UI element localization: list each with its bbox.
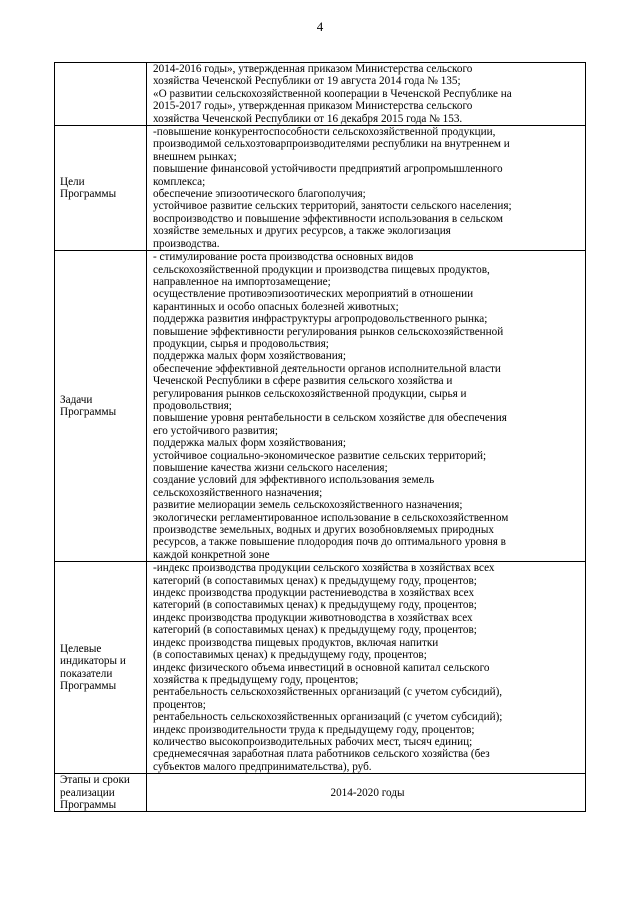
stages-value: 2014-2020 годы [147, 774, 586, 812]
text-line: хозяйства Чеченской Республики от 19 августа 2014 года № 135; [153, 75, 461, 88]
row-stages [55, 774, 586, 812]
text-line: устойчивое развитие сельских территорий, занятости сельского населения; [153, 200, 512, 213]
text-line: Чеченской Республики в сфере развития сельского хозяйства и [153, 375, 453, 388]
text-line: его устойчивого развития; [153, 424, 279, 437]
text-line: 2014-2016 годы», утвержденная приказом Министерства сельского [153, 63, 473, 75]
program-passport-table [54, 62, 586, 812]
text-line: продукции, сырья и продовольствия; [153, 337, 329, 350]
text-line: рентабельность сельскохозяйственных организаций (с учетом субсидий); [153, 711, 503, 724]
text-line: 2015-2017 годы», утвержденная приказом Министерства сельского [153, 100, 473, 113]
text-line: количество высокопроизводительных рабочих мест, тысяч единиц; [153, 735, 473, 748]
text-line: индекс физического объема инвестиций в основной капитал сельского [153, 661, 490, 674]
text-line: рентабельность сельскохозяйственных организаций (с учетом субсидий), [153, 686, 503, 699]
text-line: ресурсов, а также повышение плодородия почв до оптимального уровня в [153, 536, 506, 549]
text-line: индекс производства продукции растениеводства в хозяйствах всех [153, 587, 475, 600]
text-line: (в сопоставимых ценах) к предыдущему году, процентов; [153, 649, 427, 662]
text-line: создание условий для эффективного использования земель [153, 474, 435, 487]
text-line: сельскохозяйственной продукции и производства пищевых продуктов, [153, 263, 490, 276]
text-line: воспроизводство и повышение эффективности использования в сельском [153, 212, 503, 225]
text-line: регулирования рынков сельскохозяйственной продукции, сырья и [153, 387, 467, 400]
text-line: категорий (в сопоставимых ценах) к предыдущему году, процентов; [153, 599, 477, 612]
page-number: 4 [316, 19, 324, 34]
text-line: -повышение конкурентоспособности сельскохозяйственной продукции, [153, 126, 496, 139]
text-line: индекс производительности труда к предыдущему году, процентов; [153, 723, 475, 736]
text-line: повышение уровня рентабельности в сельском хозяйстве для обеспечения [153, 412, 507, 425]
row-tasks [55, 251, 586, 562]
text-line: хозяйстве земельных и других ресурсов, а также экологизация [153, 225, 451, 238]
text-line: каждой конкретной зоне [153, 548, 270, 561]
text-line: поддержка малых форм хозяйствования; [153, 437, 346, 450]
row-indicators [55, 562, 586, 774]
text-line: процентов; [153, 698, 206, 711]
text-line: индекс производства продукции животноводства в хозяйствах всех [153, 611, 473, 624]
text-line: производимой сельхозтоварпроизводителями республики на внутреннем и [153, 138, 510, 151]
text-line: среднемесячная заработная плата работников сельского хозяйства (без [153, 748, 490, 761]
row-basis [55, 63, 586, 126]
basis-label [55, 63, 147, 126]
text-line: - стимулирование роста производства основных видов [153, 251, 414, 264]
text-line: комплекса; [153, 175, 206, 188]
text-line: обеспечение эпизоотического благополучия; [153, 188, 366, 201]
text-line: карантинных и особо опасных болезней животных; [153, 300, 399, 313]
text-line: экологически регламентированное использование в сельскохозяйственном [153, 511, 509, 524]
text-line: индекс производства пищевых продуктов, включая напитки [153, 636, 439, 649]
text-line: производства. [153, 237, 220, 250]
text-line: сельскохозяйственного назначения; [153, 486, 323, 499]
text-line: поддержка малых форм хозяйствования; [153, 350, 346, 363]
text-line: хозяйства Чеченской Республики от 16 декабря 2015 года № 153. [153, 112, 463, 125]
text-line: хозяйства к предыдущему году, процентов; [153, 673, 359, 686]
basis-content [147, 63, 586, 126]
text-line: поддержка развития инфраструктуры агропродовольственного рынка; [153, 313, 488, 326]
text-line: повышение качества жизни сельского населения; [153, 462, 388, 474]
tasks-content [147, 251, 586, 562]
goals-label: Цели Программы [55, 126, 147, 251]
text-line: категорий (в сопоставимых ценах) к предыдущему году, процентов; [153, 574, 477, 587]
goals-content [147, 126, 586, 251]
tasks-label: Задачи Программы [55, 251, 147, 562]
text-line: продовольствия; [153, 399, 232, 412]
text-line: «О развитии сельскохозяйственной кооперации в Чеченской Республике на [153, 87, 512, 100]
text-line: обеспечение эффективной деятельности органов исполнительной власти [153, 362, 501, 375]
text-line: осуществление противоэпизоотических мероприятий в отношении [153, 288, 474, 301]
text-line: субъектов малого предпринимательства), руб. [153, 760, 372, 773]
stages-label: Этапы и сроки реализации Программы [55, 774, 147, 812]
text-line: внешнем рынках; [153, 150, 237, 163]
text-line: производстве земельных, водных и других возобновляемых природных [153, 524, 494, 537]
text-line: направленное на импортозамещение; [153, 275, 331, 288]
text-line: развитие мелиорации земель сельскохозяйственного назначения; [153, 499, 463, 512]
text-line: -индекс производства продукции сельского хозяйства в хозяйствах всех [153, 562, 495, 575]
text-line: повышение финансовой устойчивости предприятий агропромышленного [153, 163, 503, 176]
row-goals [55, 126, 586, 251]
indicators-content [147, 562, 586, 774]
text-line: категорий (в сопоставимых ценах) к предыдущему году, процентов; [153, 624, 477, 637]
text-line: повышение эффективности регулирования рынков сельскохозяйственной [153, 325, 504, 338]
indicators-label: Целевые индикаторы и показатели Программы [55, 562, 147, 774]
text-line: устойчивое социально-экономическое развитие сельских территорий; [153, 449, 487, 462]
